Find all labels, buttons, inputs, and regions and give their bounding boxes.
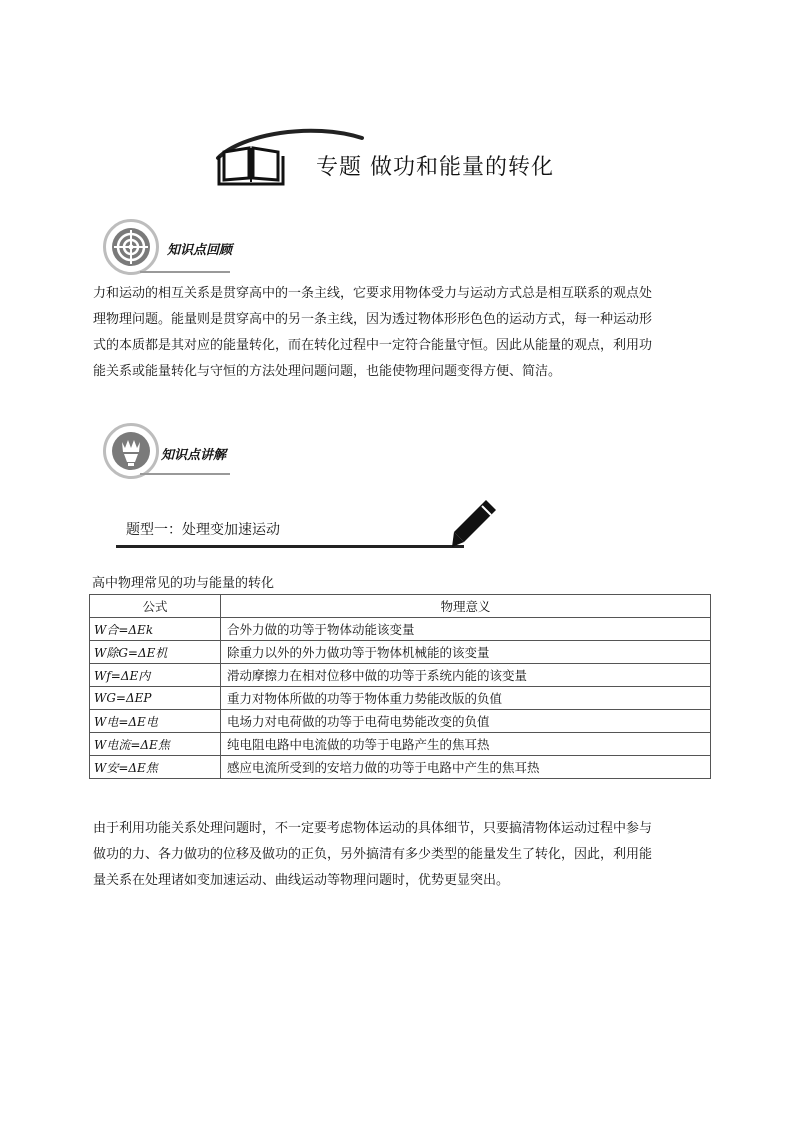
text-line: 力和运动的相互关系是贯穿高中的一条主线，它要求用物体受力与运动方式总是相互联系的观点处 <box>93 286 653 301</box>
table-row <box>90 756 711 779</box>
section2-underline <box>140 473 230 475</box>
formula-cell: WG=ΔEP <box>90 687 221 710</box>
section1-label: 知识点回顾 <box>167 243 233 258</box>
pencil-icon <box>448 496 500 552</box>
topic-underline <box>116 545 464 548</box>
meaning-cell: 滑动摩擦力在相对位移中做的功等于系统内能的该变量 <box>221 664 711 687</box>
text-line: 量关系在处理诸如变加速运动、曲线运动等物理问题时，优势更显突出。 <box>93 873 510 888</box>
meaning-cell: 感应电流所受到的安培力做的功等于电路中产生的焦耳热 <box>221 756 711 779</box>
header-formula: 公式 <box>90 595 221 618</box>
section2-badge <box>103 423 159 479</box>
text-line: 做功的力、各力做功的位移及做功的正负，另外搞清有多少类型的能量发生了转化，因此，利用能 <box>93 847 653 862</box>
table-row <box>90 710 711 733</box>
section1-badge <box>103 219 159 275</box>
text-line: 理物理问题。能量则是贯穿高中的另一条主线，因为透过物体形形色色的运动方式，每一种运动形 <box>93 312 653 327</box>
book-icon <box>216 144 286 186</box>
meaning-cell: 重力对物体所做的功等于物体重力势能改版的负值 <box>221 687 711 710</box>
work-energy-table <box>89 594 711 779</box>
formula-cell: W除G=ΔE机 <box>90 641 221 664</box>
meaning-cell: 纯电阻电路中电流做的功等于电路产生的焦耳热 <box>221 733 711 756</box>
table-row <box>90 664 711 687</box>
table-header-row <box>90 595 711 618</box>
text-line: 能关系或能量转化与守恒的方法处理问题问题，也能使物理问题变得方便、简洁。 <box>93 364 562 379</box>
formula-cell: W电=ΔE电 <box>90 710 221 733</box>
section1-underline <box>140 271 230 273</box>
table-row <box>90 687 711 710</box>
text-line: 由于利用功能关系处理问题时，不一定要考虑物体运动的具体细节，只要搞清物体运动过程中参与 <box>93 821 653 836</box>
page-title: 专题 做功和能量的转化 <box>316 155 554 180</box>
intro-paragraph <box>93 281 723 385</box>
table-row <box>90 733 711 756</box>
text-line: 式的本质都是其对应的能量转化，而在转化过程中一定符合能量守恒。因此从能量的观点，利用功 <box>93 338 653 353</box>
formula-cell: W电流=ΔE焦 <box>90 733 221 756</box>
topic-label: 题型一：处理变加速运动 <box>126 522 280 538</box>
meaning-cell: 电场力对电荷做的功等于电荷电势能改变的负值 <box>221 710 711 733</box>
meaning-cell: 合外力做的功等于物体动能该变量 <box>221 618 711 641</box>
crown-bulb-icon <box>112 432 150 470</box>
formula-cell: W安=ΔE焦 <box>90 756 221 779</box>
table-caption: 高中物理常见的功与能量的转化 <box>92 576 275 591</box>
formula-cell: W合=ΔEk <box>90 618 221 641</box>
table-row <box>90 641 711 664</box>
target-icon <box>112 228 150 266</box>
meaning-cell: 除重力以外的外力做功等于物体机械能的该变量 <box>221 641 711 664</box>
section2-label: 知识点讲解 <box>161 448 227 463</box>
table-row <box>90 618 711 641</box>
header-meaning: 物理意义 <box>221 595 711 618</box>
formula-cell: Wf=ΔE内 <box>90 664 221 687</box>
summary-paragraph <box>93 816 723 894</box>
